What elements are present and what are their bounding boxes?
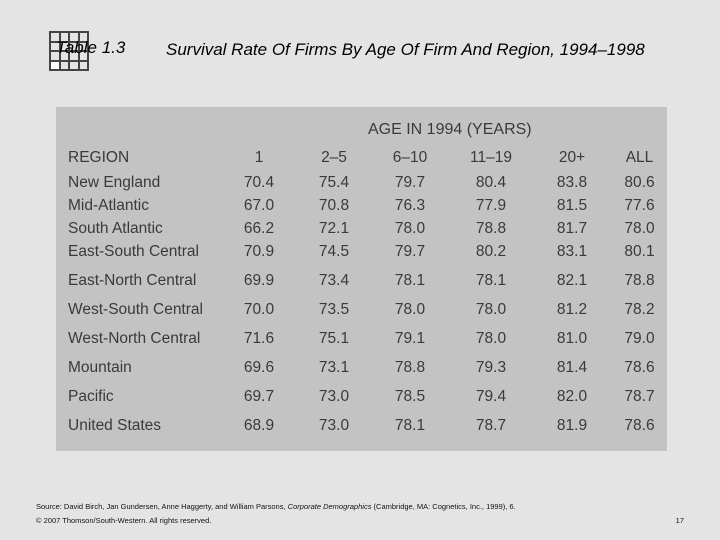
value-cell: 71.6 [243, 329, 275, 347]
table-number: Table 1.3 [56, 38, 126, 57]
value-cell: 78.6 [624, 358, 655, 376]
value-cell: 78.5 [394, 387, 426, 405]
value-cell: 78.0 [624, 219, 655, 237]
value-cell: 77.6 [624, 196, 655, 214]
table-row [56, 350, 667, 379]
value-cell: 70.8 [318, 196, 350, 214]
value-cell: 73.0 [318, 416, 350, 434]
column-header: 11–19 [470, 149, 512, 166]
page-title: Survival Rate Of Firms By Age Of Firm And Region, 1994–1998 [166, 40, 645, 59]
value-cell: 81.4 [556, 358, 588, 376]
value-cell: 83.8 [556, 173, 588, 191]
value-cell: 78.2 [624, 300, 655, 318]
value-cell: 70.4 [243, 173, 275, 191]
region-cell: East-North Central [68, 271, 197, 289]
column-header: 6–10 [392, 149, 428, 166]
value-cell: 78.8 [394, 358, 426, 376]
value-cell: 78.6 [624, 416, 655, 434]
page-number: 17 [675, 516, 684, 525]
value-cell: 80.2 [475, 242, 507, 260]
table-row [56, 240, 667, 263]
table-row [56, 263, 667, 292]
region-cell: New England [68, 173, 161, 191]
value-cell: 73.0 [318, 387, 350, 405]
column-header: ALL [625, 149, 654, 166]
region-cell: Pacific [68, 387, 114, 405]
value-cell: 79.1 [394, 329, 426, 347]
value-cell: 78.0 [394, 219, 426, 237]
table-row [56, 194, 667, 217]
value-cell: 73.4 [318, 271, 350, 289]
value-cell: 73.1 [318, 358, 350, 376]
value-cell: 81.0 [556, 329, 588, 347]
value-cell: 79.4 [475, 387, 507, 405]
data-table-panel [56, 107, 667, 451]
value-cell: 77.9 [475, 196, 507, 214]
value-cell: 79.3 [475, 358, 507, 376]
age-super-header: AGE IN 1994 (YEARS) [368, 121, 532, 138]
value-cell: 80.6 [624, 173, 655, 191]
value-cell: 81.9 [556, 416, 588, 434]
source-prefix: Source: David Birch, Jan Gundersen, Anne Haggerty, and William Parsons, [36, 502, 288, 511]
table-row [56, 321, 667, 350]
value-cell: 78.0 [394, 300, 426, 318]
value-cell: 82.0 [556, 387, 588, 405]
table-row [56, 217, 667, 240]
value-cell: 78.7 [624, 387, 655, 405]
source-citation [36, 502, 516, 511]
region-cell: South Atlantic [68, 219, 163, 237]
value-cell: 79.7 [394, 242, 426, 260]
region-cell: United States [68, 416, 162, 434]
value-cell: 78.0 [475, 329, 507, 347]
value-cell: 81.7 [556, 219, 588, 237]
value-cell: 79.0 [624, 329, 655, 347]
value-cell: 78.7 [475, 416, 507, 434]
value-cell: 80.4 [475, 173, 507, 191]
value-cell: 75.1 [318, 329, 350, 347]
value-cell: 78.8 [475, 219, 507, 237]
value-cell: 70.9 [243, 242, 275, 260]
value-cell: 69.9 [243, 271, 275, 289]
value-cell: 72.1 [318, 219, 350, 237]
value-cell: 66.2 [243, 219, 275, 237]
survival-rate-table [56, 145, 667, 437]
value-cell: 81.5 [556, 196, 588, 214]
table-row [56, 171, 667, 194]
region-cell: West-South Central [68, 300, 203, 318]
value-cell: 74.5 [318, 242, 350, 260]
table-header-row [56, 145, 667, 171]
value-cell: 73.5 [318, 300, 350, 318]
value-cell: 80.1 [624, 242, 655, 260]
value-cell: 75.4 [318, 173, 350, 191]
value-cell: 78.1 [394, 416, 426, 434]
column-header: 2–5 [321, 149, 347, 166]
value-cell: 83.1 [556, 242, 588, 260]
value-cell: 78.1 [394, 271, 426, 289]
value-cell: 69.7 [243, 387, 275, 405]
value-cell: 68.9 [243, 416, 275, 434]
column-header: REGION [68, 149, 130, 166]
value-cell: 70.0 [243, 300, 275, 318]
region-cell: Mid-Atlantic [68, 196, 149, 214]
table-row [56, 408, 667, 437]
column-header: 20+ [558, 149, 586, 166]
region-cell: Mountain [68, 358, 132, 376]
source-book-title: Corporate Demographics [287, 502, 372, 511]
copyright-notice: © 2007 Thomson/South-Western. All rights reserved. [36, 516, 212, 525]
value-cell: 81.2 [556, 300, 588, 318]
value-cell: 67.0 [243, 196, 275, 214]
value-cell: 69.6 [243, 358, 275, 376]
region-cell: East-South Central [68, 242, 199, 260]
value-cell: 82.1 [556, 271, 588, 289]
value-cell: 76.3 [394, 196, 426, 214]
value-cell: 79.7 [394, 173, 426, 191]
table-row [56, 292, 667, 321]
region-cell: West-North Central [68, 329, 201, 347]
source-suffix: (Cambridge, MA: Cognetics, Inc., 1999), 6. [371, 502, 516, 511]
table-row [56, 379, 667, 408]
value-cell: 78.8 [624, 271, 655, 289]
value-cell: 78.1 [475, 271, 507, 289]
value-cell: 78.0 [475, 300, 507, 318]
column-header: 1 [254, 149, 264, 166]
